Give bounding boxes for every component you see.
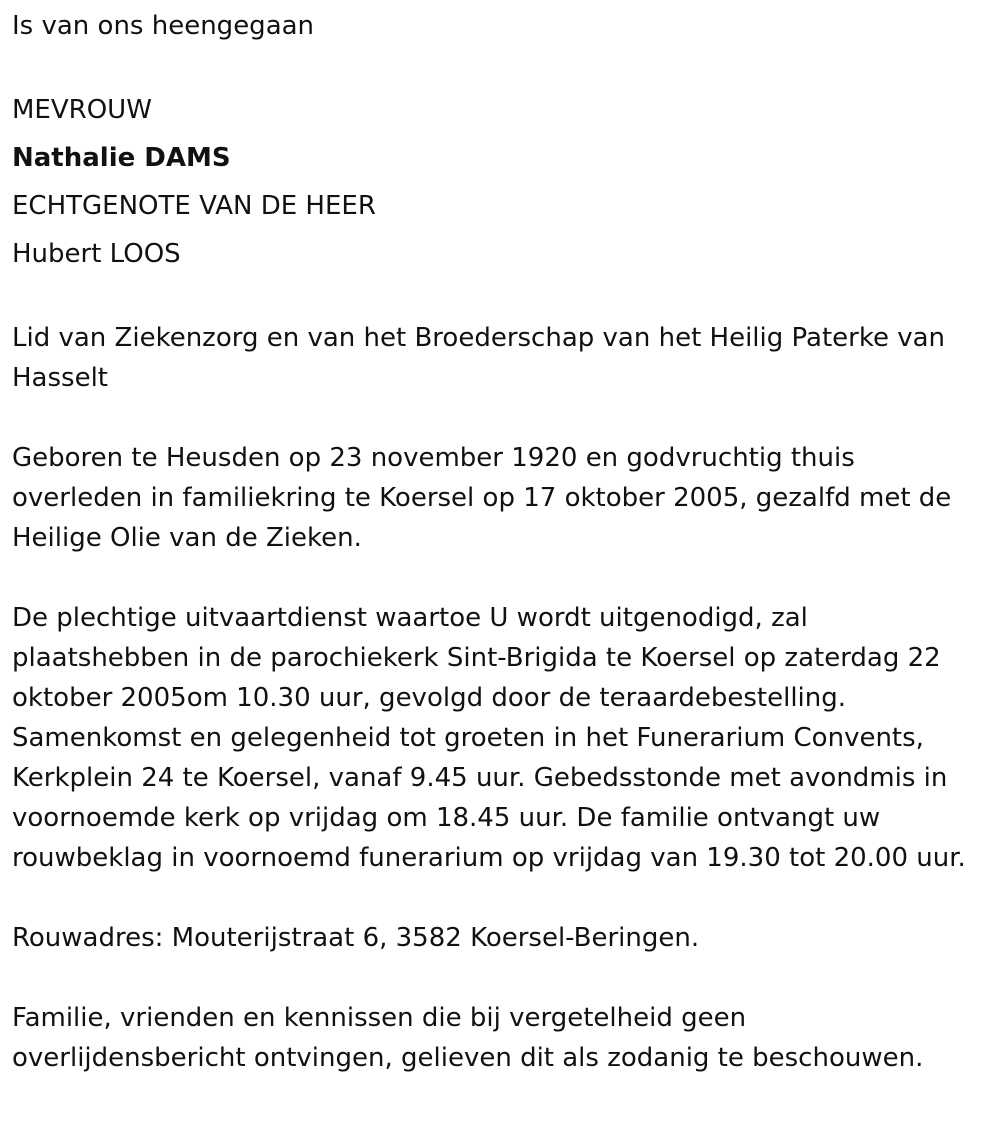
memberships-paragraph: Lid van Ziekenzorg en van het Broederschap van het Heilig Paterke van Hasselt	[12, 323, 946, 393]
deceased-name: Nathalie DAMS	[12, 143, 231, 173]
deceased-block	[12, 86, 988, 278]
title-label: MEVROUW	[12, 95, 152, 125]
spouse-name: Hubert LOOS	[12, 239, 181, 269]
mourning-address: Rouwadres: Mouterijstraat 6, 3582 Koersel-Beringen.	[12, 923, 700, 953]
funeral-details-paragraph: De plechtige uitvaartdienst waartoe U wordt uitgenodigd, zal plaatshebben in de parochiekerk Sint-Brigida te Koersel op zaterdag 22 oktober 2005om 10.30 uur, gevolgd door de teraardebestelling. Samenkomst en gelegenheid tot groeten in het Funerarium Convents, Kerkplein 24 te Koersel, vanaf 9.45 uur. Gebedsstonde met avondmis in voornoemde kerk op vrijdag om 18.45 uur. De familie ontvangt uw rouwbeklag in voornoemd funerarium op vrijdag van 19.30 tot 20.00 uur.	[12, 603, 966, 873]
spouse-label: ECHTGENOTE VAN DE HEER	[12, 191, 376, 221]
closing-note: Familie, vrienden en kennissen die bij vergetelheid geen overlijdensbericht ontvingen, gelieven dit als zodanig te beschouwen.	[12, 1003, 924, 1073]
birth-death-paragraph: Geboren te Heusden op 23 november 1920 en godvruchtig thuis overleden in familiekring te Koersel op 17 oktober 2005, gezalfd met de Heilige Olie van de Zieken.	[12, 443, 952, 553]
intro-text: Is van ons heengegaan	[12, 11, 315, 41]
